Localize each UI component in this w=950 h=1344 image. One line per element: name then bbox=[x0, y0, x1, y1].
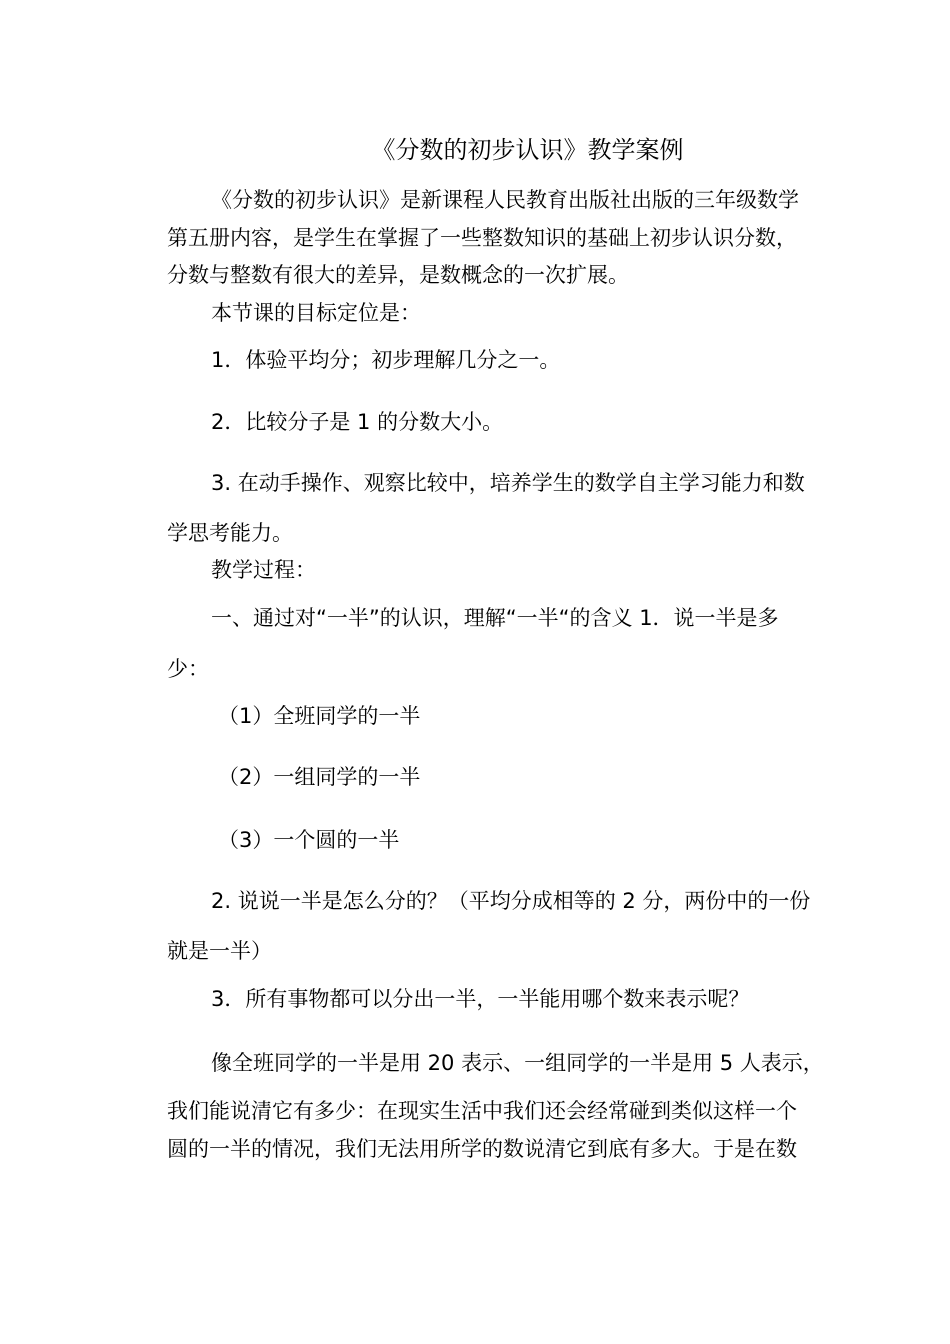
intro-line-2: 第五册内容，是学生在掌握了一些整数知识的基础上初步认识分数， bbox=[167, 226, 797, 250]
item-1: （1）全班同学的一半 bbox=[218, 704, 421, 728]
question-2-line-2: 就是一半） bbox=[167, 939, 272, 963]
section-1-line-1: 一、通过对“一半”的认识，理解“一半“的含义 1．说一半是多 bbox=[211, 606, 779, 630]
question-2-line-1: 2. 说说一半是怎么分的？（平均分成相等的 2 分，两份中的一份 bbox=[211, 889, 811, 913]
goal-1: 1．体验平均分；初步理解几分之一。 bbox=[211, 348, 561, 372]
paragraph-line-3: 圆的一半的情况，我们无法用所学的数说清它到底有多大。于是在数 bbox=[167, 1137, 797, 1161]
item-2: （2）一组同学的一半 bbox=[218, 765, 421, 789]
intro-line-3: 分数与整数有很大的差异，是数概念的一次扩展。 bbox=[167, 263, 629, 287]
item-3: （3）一个圆的一半 bbox=[218, 828, 400, 852]
goal-3-line-2: 学思考能力。 bbox=[167, 521, 293, 545]
question-3: 3．所有事物都可以分出一半，一半能用哪个数来表示呢？ bbox=[211, 987, 750, 1011]
paragraph-line-1: 像全班同学的一半是用 20 表示、一组同学的一半是用 5 人表示， bbox=[211, 1051, 824, 1075]
goals-heading: 本节课的目标定位是： bbox=[211, 301, 421, 325]
section-1-line-2: 少： bbox=[167, 657, 209, 681]
document-title: 《分数的初步认识》教学案例 bbox=[371, 136, 684, 164]
goal-3-line-1: 3. 在动手操作、观察比较中，培养学生的数学自主学习能力和数 bbox=[211, 471, 805, 495]
process-heading: 教学过程： bbox=[211, 558, 316, 582]
intro-line-1: 《分数的初步认识》是新课程人民教育出版社出版的三年级数学 bbox=[211, 188, 799, 212]
goal-2: 2．比较分子是 1 的分数大小。 bbox=[211, 410, 504, 434]
paragraph-line-2: 我们能说清它有多少：在现实生活中我们还会经常碰到类似这样一个 bbox=[167, 1099, 797, 1123]
